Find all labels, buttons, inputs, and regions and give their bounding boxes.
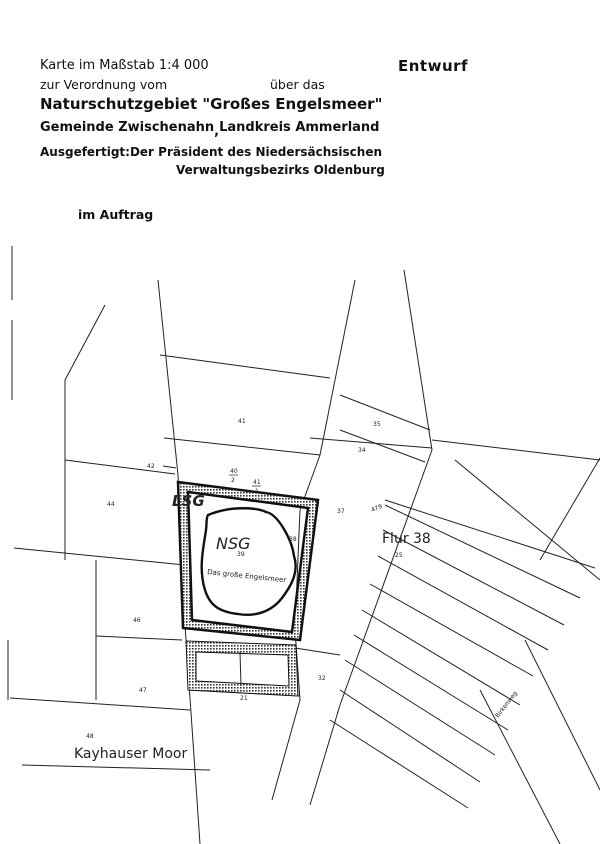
parcel-number: 25 [395, 552, 403, 559]
on-behalf-text: im Auftrag [78, 207, 154, 222]
issuing-authority-line: Ausgefertigt:Der Präsident des Niedersächsischen [40, 145, 383, 159]
parcel-number: 39 [237, 551, 245, 558]
district-name: Landkreis Ammerland [219, 120, 380, 135]
parcel-number: 2 [231, 477, 235, 484]
flur-label: Flur 38 [382, 531, 431, 547]
parcel-number: 48 [86, 733, 94, 740]
parcel-number: 41 [238, 418, 246, 425]
road-label: Birkenweg [494, 690, 519, 720]
map-scale-text: Karte im Maßstab 1:4 000 [40, 58, 209, 73]
lake-outline [202, 508, 296, 615]
ordinance-text-continued: über das [270, 77, 325, 92]
lsg-label: LSG [172, 492, 205, 510]
authority-name: Verwaltungsbezirks Oldenburg [176, 163, 385, 177]
parcel-number: 38 [289, 536, 297, 543]
parcel-number: 44 [107, 501, 115, 508]
parcel-number: 479 [370, 503, 384, 514]
draft-status: Entwurf [398, 57, 469, 75]
nsg-inner-boundary [188, 492, 308, 632]
parcel-number: 42 [147, 463, 155, 470]
municipality-text: Gemeinde Zwischenahn,Landkreis Ammerland [40, 120, 380, 139]
parcel-number: 32 [318, 675, 326, 682]
reserve-title: Naturschutzgebiet "Großes Engelsmeer" [40, 95, 383, 113]
parcel-number: 1 [255, 488, 259, 495]
parcel-number: 41 [253, 479, 261, 486]
municipality-name: Gemeinde Zwischenahn [40, 120, 215, 135]
ordinance-text: zur Verordnung vom [40, 77, 168, 92]
arrow-icon [163, 466, 176, 468]
parcel-number: 47 [139, 687, 147, 694]
parcel-number: 37 [337, 508, 345, 515]
lake-name: Das große Engelsmeer [206, 568, 287, 585]
parcel-number: 34 [358, 447, 366, 454]
parcel-number: 40 [230, 468, 238, 475]
moor-label: Kayhauser Moor [74, 746, 188, 762]
parcel-number: 21 [240, 695, 248, 702]
lsg-area-band [186, 641, 298, 696]
parcel-number: 35 [373, 421, 381, 428]
nsg-label: NSG [216, 534, 251, 553]
parcel-number: 46 [133, 617, 141, 624]
parcel-divider [240, 652, 241, 686]
